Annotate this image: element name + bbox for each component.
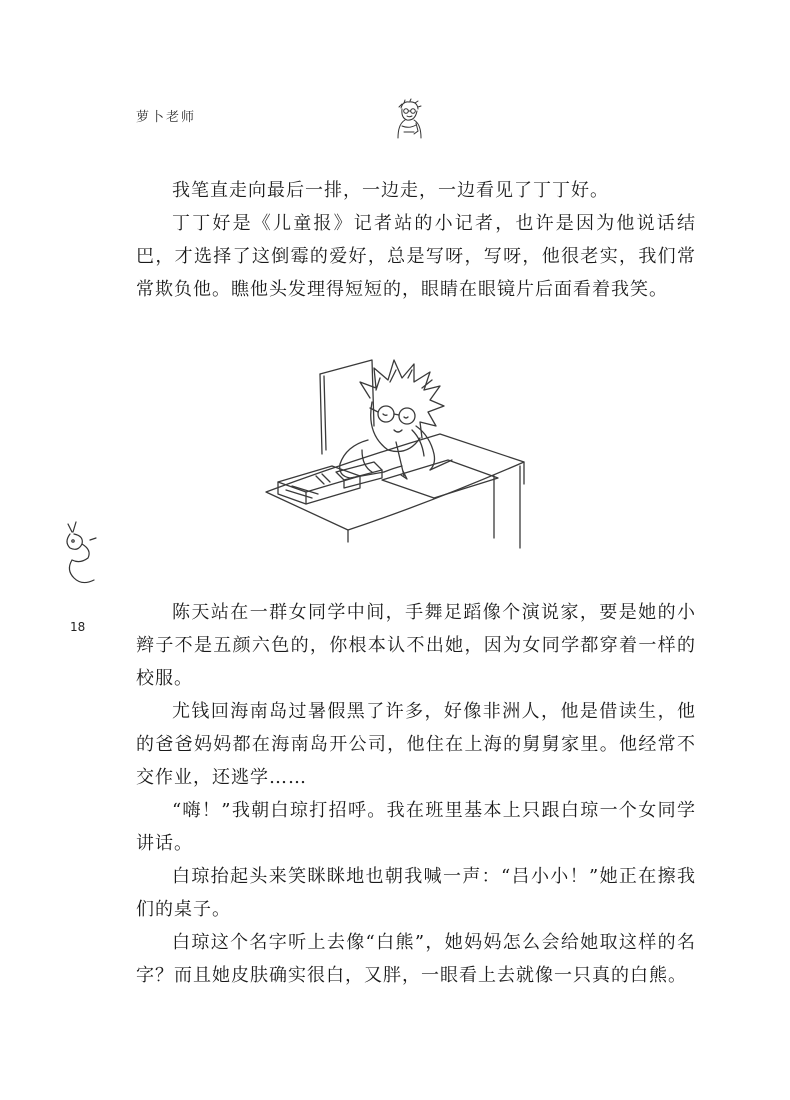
portrait-sketch-icon	[392, 98, 426, 142]
paragraph-2: 丁丁好是《儿童报》记者站的小记者，也许是因为他说话结巴，才选择了这倒霉的爱好，总是写呀，写呀，他很老实，我们常常欺负他。瞧他头发理得短短的，眼睛在眼镜片后面看着我笑。	[136, 213, 696, 300]
paragraph-5: “嗨！”我朝白琼打招呼。我在班里基本上只跟白琼一个女同学讲话。	[136, 800, 696, 854]
page-number: 18	[70, 620, 86, 634]
paragraph-1: 我笔直走向最后一排，一边走，一边看见了丁丁好。	[172, 180, 609, 201]
boy-at-desk-illustration	[262, 342, 542, 550]
margin-doodle-icon	[60, 520, 100, 594]
paragraph-3: 陈天站在一群女同学中间，手舞足蹈像个演说家，要是她的小辫子不是五颜六色的，你根本认不出她，因为女同学都穿着一样的校服。	[136, 602, 696, 689]
running-title: 萝卜老师	[136, 110, 197, 125]
paragraph-7: 白琼这个名字听上去像“白熊”，她妈妈怎么会给她取这样的名字？而且她皮肤确实很白，又胖，一眼看上去就像一只真的白熊。	[136, 932, 696, 986]
paragraph-6: 白琼抬起头来笑眯眯地也朝我喊一声：“吕小小！”她正在擦我们的桌子。	[136, 866, 696, 920]
paragraph-4: 尤钱回海南岛过暑假黑了许多，好像非洲人，他是借读生，他的爸爸妈妈都在海南岛开公司，他住在上海的舅舅家里。他经常不交作业，还逃学……	[136, 701, 696, 788]
